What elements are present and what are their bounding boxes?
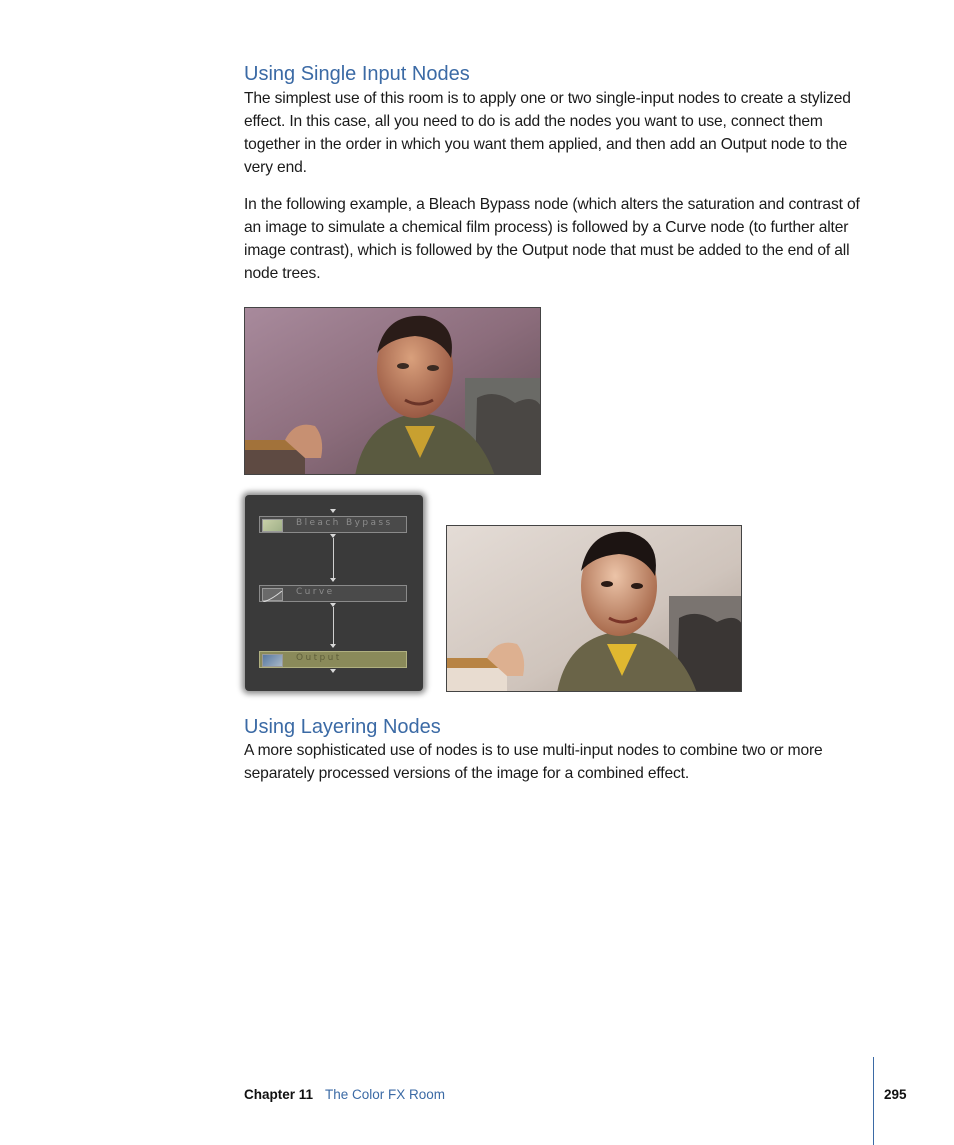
- node-tree-panel: [245, 495, 423, 691]
- output-node[interactable]: [259, 651, 407, 668]
- body-paragraph: A more sophisticated use of nodes is to use multi-input nodes to combine two or more separately processed versions of the image for a combined effect.: [244, 742, 823, 782]
- body-paragraph: The simplest use of this room is to apply one or two single-input nodes to create a stylized effect. In this case, all you need to do is add the nodes you want to use, connect them together in the order in which you want them applied, and then add an Output node to the very end.: [244, 90, 851, 176]
- output-thumbnail-icon: [262, 654, 283, 667]
- input-arrow-icon: [330, 644, 336, 648]
- page-number: 295: [884, 1087, 907, 1102]
- node-connection-wire[interactable]: [333, 538, 334, 581]
- bleach-thumbnail-icon: [262, 519, 283, 532]
- output-arrow-icon: [330, 669, 336, 673]
- curve-thumbnail-icon: [262, 588, 283, 601]
- node-label: Bleach Bypass: [296, 518, 393, 528]
- section-heading-single-input: Using Single Input Nodes: [244, 63, 470, 85]
- input-arrow-icon: [330, 509, 336, 513]
- portrait-photo-original: [245, 308, 541, 475]
- processed-image: [446, 525, 742, 692]
- body-paragraph: In the following example, a Bleach Bypass node (which alters the saturation and contrast of an image to simulate a chemical film process) is followed by a Curve node (to further alter image contrast), which is followed by the Output node that must be added to the end of all node trees.: [244, 196, 860, 282]
- original-image: [244, 307, 541, 475]
- input-arrow-icon: [330, 578, 336, 582]
- bleach-bypass-node[interactable]: [259, 516, 407, 533]
- footer-chapter-title: The Color FX Room: [325, 1087, 446, 1102]
- node-label: Output: [296, 653, 342, 663]
- portrait-photo-processed: [447, 526, 742, 692]
- section-heading-layering: Using Layering Nodes: [244, 716, 441, 738]
- node-label: Curve: [296, 587, 335, 597]
- footer-chapter-label: Chapter 11: [244, 1087, 314, 1102]
- curve-node[interactable]: [259, 585, 407, 602]
- footer-divider: [873, 1057, 874, 1145]
- node-connection-wire[interactable]: [333, 607, 334, 647]
